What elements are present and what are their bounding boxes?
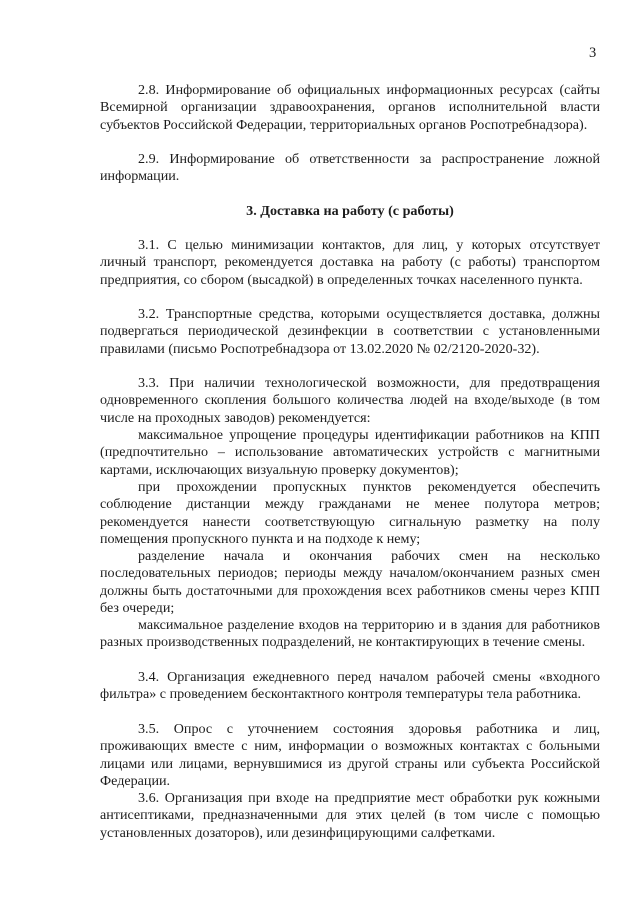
paragraph-3-2: 3.2. Транспортные средства, которыми осуществляется доставка, должны подвергаться периодической дезинфекции в соответствии с установленными правилами (письмо Роспотребнадзора от 13.02.2020 № 02/2120-2020-32). (100, 306, 600, 357)
paragraph-3-4: 3.4. Организация ежедневного перед началом рабочей смены «входного фильтра» с проведением бесконтактного контроля температуры тела работника. (100, 669, 600, 703)
list-item-shifts: разделение начала и окончания рабочих смен на несколько последовательных периодов; периоды между началом/окончанием разных смен должны быть достаточными для прохождения всех работников смены через КПП без очереди; (100, 548, 600, 617)
list-item-distance: при прохождении пропускных пунктов рекомендуется обеспечить соблюдение дистанции между гражданами не менее полутора метров; рекомендуется нанести соответствующую сигнальную разметку на полу помещения пропускного пункта и на подходе к нему; (100, 479, 600, 548)
paragraph-3-6: 3.6. Организация при входе на предприятие мест обработки рук кожными антисептиками, предназначенными для этих целей (в том числе с помощью установленных дозаторов), или дезинфицирующими салфетками. (100, 790, 600, 841)
paragraph-3-5: 3.5. Опрос с уточнением состояния здоровья работника и лиц, проживающих вместе с ним, информации о возможных контактах с больными лицами или лицами, вернувшимися из другой страны или субъекта Российской Федерации. (100, 721, 600, 790)
paragraph-2-9: 2.9. Информирование об ответственности за распространение ложной информации. (100, 151, 600, 185)
list-item-entrances: максимальное разделение входов на территорию и в здания для работников разных производственных подразделений, не контактирующих в течение смены. (100, 617, 600, 651)
page-number: 3 (589, 45, 597, 61)
paragraph-3-3: 3.3. При наличии технологической возможности, для предотвращения одновременного скопления большого количества людей на входе/выходе (в том числе на проходных заводов) рекомендуется: (100, 375, 600, 426)
section-heading: 3. Доставка на работу (с работы) (246, 203, 454, 219)
paragraph-3-1: 3.1. С целью минимизации контактов, для лиц, у которых отсутствует личный транспорт, рекомендуется доставка на работу (с работы) транспортом предприятия, со сбором (высадкой) в определенных точках населенного пункта. (100, 237, 600, 288)
paragraph-2-8: 2.8. Информирование об официальных информационных ресурсах (сайты Всемирной организации здравоохранения, органов исполнительной власти субъектов Российской Федерации, территориальных органов Роспотребнадзора). (100, 82, 600, 133)
list-item-kpp: максимальное упрощение процедуры идентификации работников на КПП (предпочтительно – использование автоматических устройств с магнитными картами, исключающих визуальную проверку документов); (100, 427, 600, 478)
